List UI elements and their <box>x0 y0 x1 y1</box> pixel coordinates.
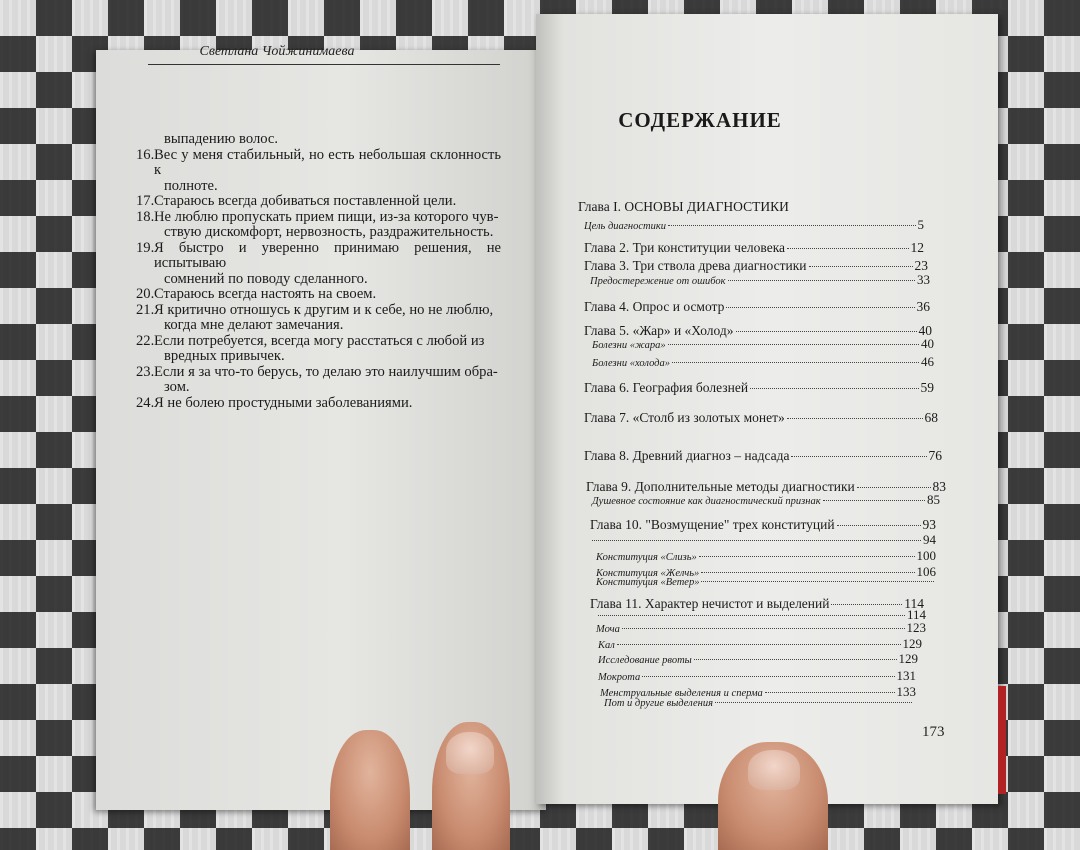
item-number <box>136 349 154 365</box>
toc-chapter <box>584 240 924 256</box>
toc-label: Глава 10. "Возмущение" трех конституций <box>590 517 835 532</box>
toc-label: Болезни «холода» <box>592 358 670 369</box>
toc-page: 131 <box>896 668 916 683</box>
toc-label: Глава 11. Характер нечистот и выделений <box>590 596 830 611</box>
list-item <box>136 272 501 288</box>
item-number: 18. <box>136 208 155 225</box>
item-text: Если я за что-то берусь, то делаю это наилучшим обра- <box>154 363 498 380</box>
toc-leader-dots <box>668 225 916 226</box>
toc-leader-dots <box>701 572 914 573</box>
toc-page: 23 <box>914 258 928 273</box>
toc-leader-dots <box>726 307 914 308</box>
item-text: когда мне делают замечания. <box>164 317 344 333</box>
toc-subentry <box>584 217 924 233</box>
toc-page: 93 <box>922 517 936 532</box>
finger-middle <box>432 722 510 850</box>
toc-leader-dots <box>791 456 926 457</box>
contents-title: СОДЕРЖАНИЕ <box>618 108 782 132</box>
toc-leader-dots <box>831 604 902 605</box>
toc-label: Мокрота <box>598 672 641 683</box>
toc-page: 85 <box>927 492 940 507</box>
item-number <box>136 380 154 396</box>
list-item <box>136 210 501 226</box>
toc-subentry <box>596 548 936 564</box>
toc-leader-dots <box>787 248 908 249</box>
item-text: Вес у меня стабильный, но есть небольшая склонность к <box>154 146 501 178</box>
toc-chapter <box>584 410 938 426</box>
toc-page: 36 <box>916 299 930 314</box>
list-item <box>136 318 501 334</box>
toc-chapter <box>578 199 789 215</box>
toc-page: 59 <box>920 380 934 395</box>
list-item <box>136 303 501 319</box>
toc-label: Конституция «Ветер» <box>596 577 700 588</box>
list-item <box>136 179 501 195</box>
toc-chapter <box>584 380 934 396</box>
item-number <box>136 318 154 334</box>
toc-label: Пот и другие выделения <box>604 698 713 709</box>
toc-page: 123 <box>906 620 926 635</box>
item-text: Я критично отношусь к другим и к себе, но не люблю, <box>154 301 494 318</box>
item-number <box>136 272 154 288</box>
list-item <box>136 334 501 350</box>
toc-leader-dots <box>592 540 921 541</box>
toc-label: Глава 9. Дополнительные методы диагностики <box>586 479 855 494</box>
list-item <box>136 194 501 210</box>
toc-subentry <box>598 636 922 652</box>
fingernail <box>748 750 800 790</box>
toc-label: Глава 8. Древний диагноз – надсада <box>584 448 790 463</box>
toc-label: Конституция «Слизь» <box>596 552 697 563</box>
item-text: ствую дискомфорт, нервозность, раздражительность. <box>164 224 494 240</box>
toc-leader-dots <box>622 628 905 629</box>
item-number: 20. <box>136 286 155 302</box>
toc-leader-dots <box>617 644 901 645</box>
page-number: 173 <box>922 724 945 740</box>
toc-label: Болезни «жара» <box>592 340 666 351</box>
fingernail <box>446 732 494 774</box>
item-text: Стараюсь всегда добиваться поставленной цели. <box>154 193 457 209</box>
item-number: 16. <box>136 146 155 163</box>
toc-leader-dots <box>787 418 923 419</box>
toc-page: 46 <box>921 354 934 369</box>
item-text: полноте. <box>164 177 218 194</box>
toc-subentry <box>598 668 916 684</box>
item-number <box>136 225 154 241</box>
toc-page: 12 <box>910 240 924 255</box>
item-text: Не люблю пропускать прием пищи, из-за которого чув- <box>154 208 499 225</box>
toc-label: Цель диагностики <box>584 221 666 232</box>
list-item <box>136 396 501 412</box>
toc-label: Душевное состояние как диагностический признак <box>592 496 821 507</box>
toc-leader-dots <box>694 659 897 660</box>
item-number: 24. <box>136 394 155 411</box>
item-number <box>136 132 154 148</box>
list-item <box>136 287 501 303</box>
item-text: Стараюсь всегда настоять на своем. <box>154 286 377 302</box>
toc-leader-dots <box>837 525 921 526</box>
toc-label: Глава 7. «Столб из золотых монет» <box>584 410 785 425</box>
toc-label: Глава 5. «Жар» и «Холод» <box>584 323 734 338</box>
toc-leader-dots <box>598 615 905 616</box>
toc-page: 68 <box>924 410 938 425</box>
toc-page: 40 <box>918 323 932 338</box>
list-item <box>136 380 501 396</box>
item-number: 22. <box>136 332 155 349</box>
toc-page: 76 <box>928 448 942 463</box>
toc-page: 5 <box>917 217 924 232</box>
list-item <box>136 225 501 241</box>
running-head: Светлана Чойжинимаева <box>199 44 355 59</box>
item-number <box>136 179 154 195</box>
toc-label: Глава 2. Три конституции человека <box>584 240 786 255</box>
toc-page: 83 <box>932 479 946 494</box>
toc-leader-dots <box>823 500 925 501</box>
item-number: 17. <box>136 193 155 209</box>
item-number: 21. <box>136 301 155 318</box>
toc-chapter <box>590 517 936 533</box>
item-text: сомнений по поводу сделанного. <box>164 270 368 287</box>
item-text: выпадению волос. <box>164 131 279 147</box>
item-number: 23. <box>136 363 155 380</box>
toc-label: Глава 3. Три ствола древа диагностики <box>584 258 807 273</box>
toc-leader-dots <box>750 388 918 389</box>
toc-page: 114 <box>906 607 926 622</box>
toc-page: 94 <box>923 532 936 547</box>
toc-chapter <box>584 448 942 464</box>
toc-leader-dots <box>715 702 912 703</box>
toc-page: 114 <box>904 596 924 611</box>
toc-page: 33 <box>917 272 930 287</box>
item-text: Я быстро и уверенно принимаю решения, не испытываю <box>154 239 501 271</box>
toc-label: Глава I. ОСНОВЫ ДИАГНОСТИКИ <box>578 199 789 214</box>
list-item <box>136 365 501 381</box>
toc-label: Глава 6. География болезней <box>584 380 749 395</box>
list-item <box>136 241 501 272</box>
list-item <box>136 132 501 148</box>
item-text: Я не болею простудными заболеваниями. <box>154 394 413 411</box>
red-cover-edge <box>998 686 1006 794</box>
toc-label: Глава 4. Опрос и осмотр <box>584 299 725 314</box>
list-item <box>136 349 501 365</box>
toc-page: 129 <box>902 636 922 651</box>
toc-leader-dots <box>672 362 919 363</box>
toc-page: 129 <box>898 651 918 666</box>
toc-page: 133 <box>896 684 916 699</box>
toc-label: Предостережение от ошибок <box>590 276 726 287</box>
toc-leader-dots <box>857 487 931 488</box>
toc-subentry <box>604 698 914 709</box>
toc-page: 106 <box>916 564 936 579</box>
toc-subentry <box>598 651 918 667</box>
toc-leader-dots <box>642 676 894 677</box>
header-rule <box>148 64 500 65</box>
item-text: Если потребуется, всегда могу расстаться с любой из <box>154 332 485 349</box>
toc-leader-dots <box>701 581 934 582</box>
toc-subentry <box>596 620 926 636</box>
toc-subentry <box>590 532 936 548</box>
toc-leader-dots <box>736 331 917 332</box>
finger-right <box>718 742 828 850</box>
toc-leader-dots <box>728 280 915 281</box>
toc-label: Конституция «Желчь» <box>596 568 700 579</box>
toc-leader-dots <box>699 556 915 557</box>
toc-label: Исследование рвоты <box>598 655 692 666</box>
toc-subentry <box>592 492 940 508</box>
item-text: вредных привычек. <box>164 348 285 364</box>
toc-subentry <box>596 577 936 588</box>
toc-page: 40 <box>921 336 934 351</box>
toc-label: Кал <box>598 640 615 651</box>
toc-leader-dots <box>765 692 895 693</box>
toc-leader-dots <box>668 344 919 345</box>
item-number: 19. <box>136 239 155 256</box>
toc-subentry <box>592 336 934 352</box>
toc-subentry <box>592 354 934 370</box>
toc-subentry <box>590 272 930 288</box>
toc-chapter <box>584 299 930 315</box>
toc-leader-dots <box>809 266 913 267</box>
left-page-text <box>136 132 501 411</box>
toc-label: Моча <box>596 624 620 635</box>
item-text: зом. <box>164 379 190 395</box>
finger-left <box>330 730 410 850</box>
toc-page: 100 <box>916 548 936 563</box>
list-item <box>136 148 501 179</box>
toc-label: Менструальные выделения и сперма <box>600 688 763 699</box>
